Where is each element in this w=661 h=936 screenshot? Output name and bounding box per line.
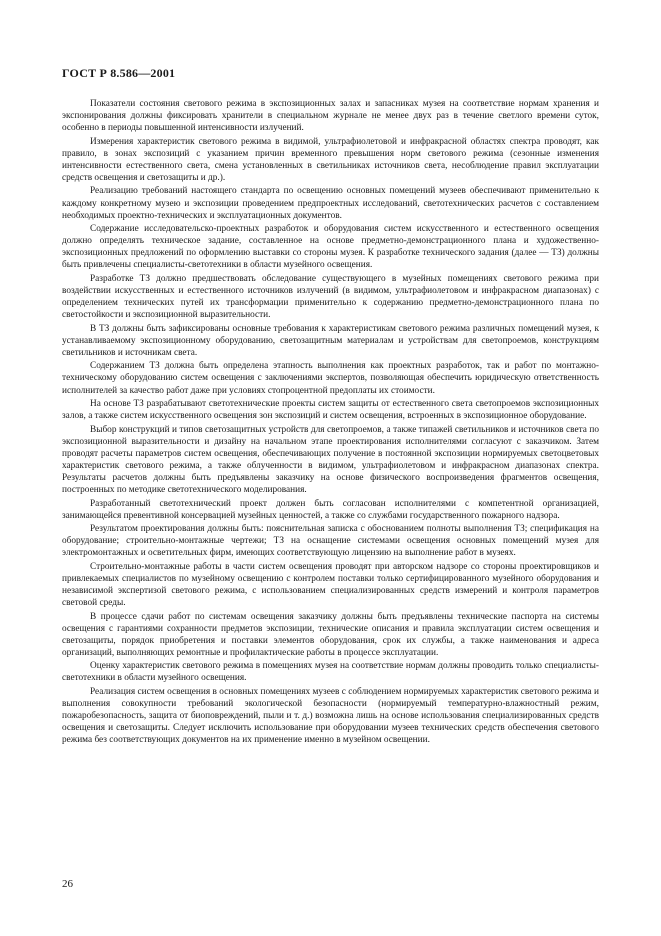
document-code-header: ГОСТ Р 8.586—2001 xyxy=(62,66,176,80)
paragraph-8: На основе ТЗ разрабатывают светотехнические проекты систем защиты от естественного света светопроемов экспозиционных залов, а также систем искусственного освещения зон экспозиций и систем освещения, встроенных в экспозиционное оборудование. xyxy=(62,398,599,422)
paragraph-4: Содержание исследовательско-проектных разработок и оборудования систем искусственного и естественного освещения должно определять техническое задание, составленное на основе предметно-демонстрационного плана и художественно-экспозиционных предложений по оформлению выставки со стороны музея. К разработке технического задания (далее — ТЗ) должны быть привлечены специалисты-светотехники в области музейного освещения. xyxy=(62,224,599,271)
paragraph-1: Показатели состояния светового режима в экспозиционных залах и запасниках музея на соответствие нормам хранения и экспонирования должны фиксировать хранители в специальном журнале не менее двух раз в течение светлого времени суток, особенно в периоды повышенной интенсивности излучений. xyxy=(62,99,599,134)
document-body xyxy=(62,98,599,748)
paragraph-7: Содержанием ТЗ должна быть определена этапность выполнения как проектных разработок, так и работ по монтажно-техническому оборудованию систем освещения с заключениями экспертов, позволяющая обеспечить юридическую ответственность исполнителей за качество работ даже при условиях стопроцентной предоплаты их стоимости. xyxy=(62,361,599,396)
paragraph-15: Реализация систем освещения в основных помещениях музеев с соблюдением нормируемых характеристик светового режима и выполнения совокупности требований экологической безопасности (нормируемый температурно-влажностный режим, пожаробезопасность, защита от биоповреждений, пыли и т. д.) возможна лишь на основе использования специализированных средств освещения и светозащиты. Следует исключить использование при оборудовании музеев технических средств обеспечения светового режима без соответствующих документов на их применение именно в музейном освещении. xyxy=(62,686,599,746)
page-number: 26 xyxy=(62,878,73,890)
paragraph-9: Выбор конструкций и типов светозащитных устройств для светопроемов, а также типажей светильников и источников света по экспозиционной выразительности и дизайну на начальном этапе проектирования исполнителями согласуют с заказчиком. Затем проводят расчеты параметров систем освещения, обеспечивающих получение в постоянной экспозиции нормируемых светоцветовых характеристик светового режима, а также облученности в видимом, ультрафиолетовом и инфракрасном диапазонах спектра. Результаты расчетов должны быть предъявлены заказчику на основе физического воспроизведения фрагментов освещения, построенных по методике светотехнического моделирования. xyxy=(62,424,599,496)
paragraph-13: В процессе сдачи работ по системам освещения заказчику должны быть предъявлены технические паспорта на системы освещения с гарантиями сохранности предметов экспозиции, технические описания и правила эксплуатации систем освещения и светозащиты, порядок приобретения и поставки элементов оборудования, срок их службы, а также наименования и адреса организаций, выполняющих ремонтные и профилактические работы в процессе эксплуатации. xyxy=(62,611,599,658)
paragraph-11: Результатом проектирования должны быть: пояснительная записка с обоснованием полноты выполнения ТЗ; спецификация на оборудование; строительно-монтажные чертежи; ТЗ на оснащение системами освещения основных помещений музея для электромонтажных и осветительных фирм, имеющих соответствующую лицензию на выполнение работ в музеях. xyxy=(62,524,599,559)
paragraph-3: Реализацию требований настоящего стандарта по освещению основных помещений музеев обеспечивают применительно к каждому конкретному музею и экспозиции проведением предпроектных исследований, светотехнических расчетов с составлением необходимых проектно-технических и эксплуатационных документов. xyxy=(62,186,599,221)
paragraph-14: Оценку характеристик светового режима в помещениях музея на соответствие нормам должны проводить только специалисты-светотехники в области музейного освещения. xyxy=(62,661,599,684)
paragraph-5: Разработке ТЗ должно предшествовать обследование существующего в музейных помещениях светового режима при воздействии искусственных и естественного источников излучений (в видимом, ультрафиолетовом и инфракрасном диапазонах) с определением технических путей их трансформации применительно к содержанию предметно-демонстрационного плана по светостойкости и экспозиционной выразительности. xyxy=(62,273,599,321)
paragraph-2: Измерения характеристик светового режима в видимой, ультрафиолетовой и инфракрасной областях спектра проводят, как правило, в зонах экспозиций с указанием причин временного превышения норм светового режима (сезонные изменения интенсивности естественного света, смена установленных в светильниках источников света, несоблюдение правил эксплуатации средств освещения и светозащиты и др.). xyxy=(62,136,599,183)
paragraph-10: Разработанный светотехнический проект должен быть согласован исполнителями с компетентной организацией, занимающейся превентивной консервацией музейных ценностей, а также со службами государственного пожарного надзора. xyxy=(62,498,599,521)
paragraph-12: Строительно-монтажные работы в части систем освещения проводят при авторском надзоре со стороны проектировщиков и привлекаемых специалистов по музейному освещению с контролем поставки только сертифицированного музейного оборудования и независимой экспертизой светового режима, с использованием специализированных средств измерений и контроля параметров световой среды. xyxy=(62,561,599,609)
paragraph-6: В ТЗ должны быть зафиксированы основные требования к характеристикам светового режима различных помещений музея, к устанавливаемому экспозиционному оборудованию, светозащитным материалам и устройствам для светопроемов, конструкциям светильников и источникам света. xyxy=(62,323,599,358)
